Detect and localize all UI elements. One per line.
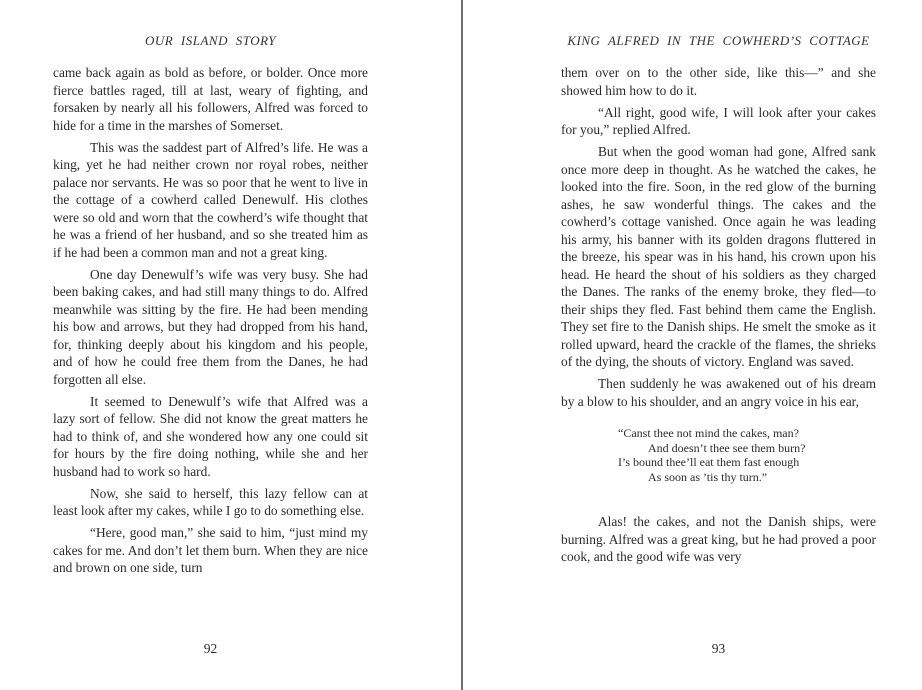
- paragraph: Now, she said to herself, this lazy fellow can at least look after my cakes, while I go to do something else.: [53, 485, 368, 518]
- paragraph: “Here, good man,” she said to him, “just mind my cakes for me. And don’t let them burn. When they are nice and brown on one side, turn: [53, 525, 368, 575]
- page-right-column: [561, 0, 876, 690]
- paragraph: One day Denewulf’s wife was very busy. She had been baking cakes, and had still many things to do. Alfred meanwhile was sitting by the fire. He had been mending his bow and arrows, but they had dropped from his hand, for, thinking deeply about his kingdom and his people, and of how he could free them from the Danes, he had forgotten all else.: [53, 266, 368, 387]
- paragraph: “All right, good wife, I will look after your cakes for you,” replied Alfred.: [561, 104, 876, 137]
- paragraph: It seemed to Denewulf’s wife that Alfred was a lazy sort of fellow. She did not know the great matters he had to think of, and she wondered how any one could sit for hours by the fire doing nothing, while she and her husband had to work so hard.: [53, 393, 368, 479]
- paragraph: Then suddenly he was awakened out of his dream by a blow to his shoulder, and an angry voice in his ear,: [561, 376, 876, 409]
- verse-line: As soon as ’tis thy turn.”: [648, 469, 768, 484]
- page-left-column: [53, 0, 368, 690]
- verse-line: I’s bound thee’ll eat them fast enough: [618, 455, 800, 470]
- page-right: [463, 0, 922, 690]
- paragraph: This was the saddest part of Alfred’s life. He was a king, yet he had neither crown nor royal robes, neither palace nor servants. He was so poor that he went to live in the cottage of a cowherd called Denewulf. His clothes were so old and worn that the cowherd’s wife thought that he was a friend of her husband, and so she treated him as if he had been a common man and not a great king.: [53, 139, 368, 260]
- page-number-left: 92: [203, 641, 218, 656]
- verse-line: “Canst thee not mind the cakes, man?: [618, 426, 799, 440]
- running-header-left: OUR ISLAND STORY: [144, 33, 277, 48]
- verse-line: And doesn’t thee see them burn?: [648, 440, 806, 455]
- paragraph: came back again as bold as before, or bolder. Once more fierce battles raged, till at last, weary of fighting, and forsaken by nearly all his followers, Alfred was forced to hide for a time in the marshes of Somerset.: [53, 65, 368, 133]
- paragraph: But when the good woman had gone, Alfred sank once more deep in thought. As he watched the cakes, he looked into the fire. Soon, in the red glow of the burning ashes, he saw wonderful things. The cakes and the cowherd’s cottage vanished. Once again he was leading his army, his banner with its golden dragons fluttered in the breeze, his spear was in his hand, his crown upon his head. He heard the shout of his soldiers as they charged the Danes. The ranks of the enemy broke, they fled—to their ships they fled. Fast behind them came the English. They set fire to the Danish ships. He smelt the smoke as it rolled upward, heard the crackle of the flames, the shrieks of the dying, the shouts of victory. England was saved.: [561, 144, 876, 369]
- page-number-right: 93: [711, 641, 726, 656]
- verse-block: [618, 426, 876, 484]
- paragraph: them over on to the other side, like this—” and she showed him how to do it.: [561, 65, 876, 98]
- paragraph: Alas! the cakes, and not the Danish ships, were burning. Alfred was a great king, but he had proved a poor cook, and the good wife was very: [561, 514, 876, 565]
- running-header-right: KING ALFRED IN THE COWHERD’S COTTAGE: [567, 33, 870, 48]
